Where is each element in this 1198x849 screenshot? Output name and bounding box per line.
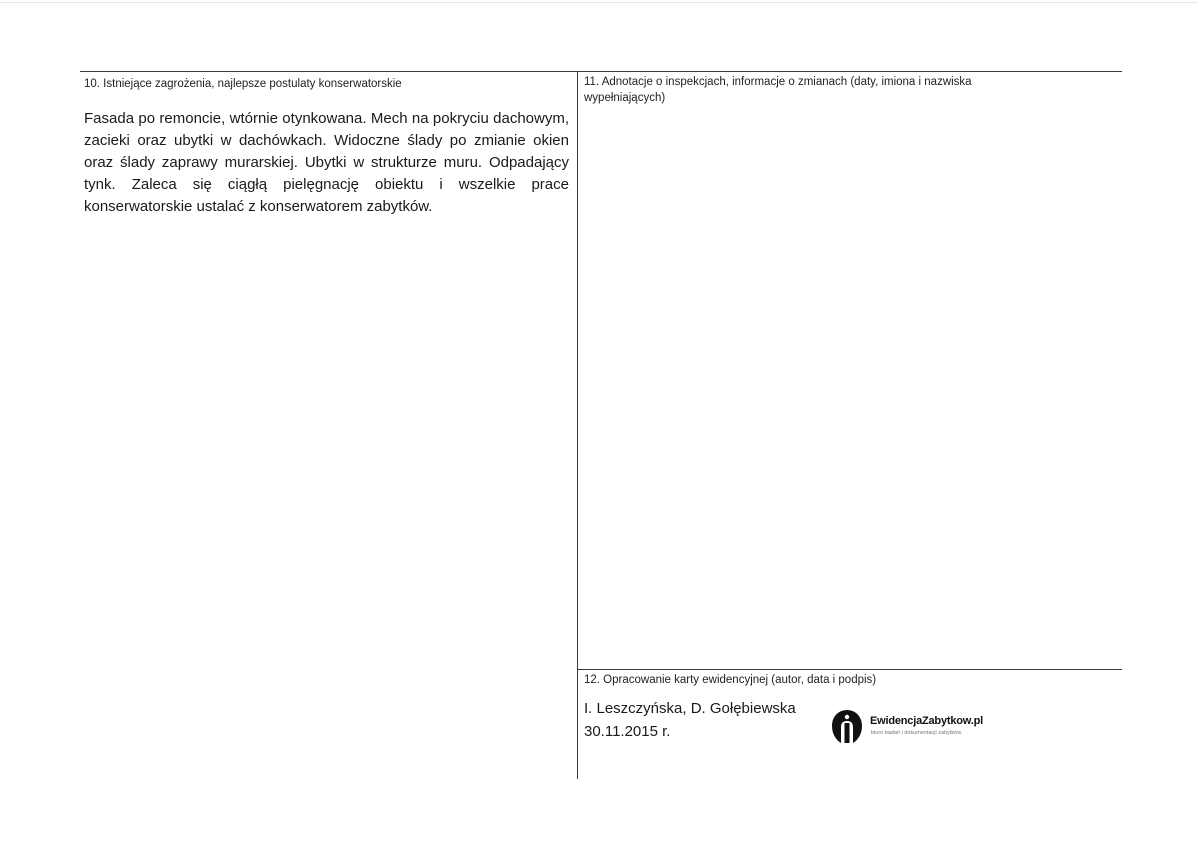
section-12-date: 30.11.2015 r. [584, 723, 671, 740]
section-11-label: 11. Adnotacje o inspekcjach, informacje o zmianach (daty, imiona i nazwiska wypełniających) [584, 76, 972, 104]
table-top-rule [80, 71, 1122, 72]
column-divider [577, 71, 578, 779]
page-top-edge [0, 2, 1198, 3]
company-logo [830, 709, 1000, 749]
section-10-label: 10. Istniejące zagrożenia, najlepsze postulaty konserwatorskie [84, 78, 402, 90]
logo-name: EwidencjaZabytkow.pl [870, 715, 983, 727]
section-12-author: I. Leszczyńska, D. Gołębiewska [584, 700, 796, 717]
section-10-text: Fasada po remoncie, wtórnie otynkowana. Mech na pokryciu dachowym, zacieki oraz ubytki w dachówkach. Widoczne ślady po zmianie okien oraz ślady zaprawy murarskiej. Ubytki w strukturze muru. Odpadający tynk. Zaleca się ciągłą pielęgnację obiektu i wszelkie prace konserwatorskie ustalać z konserwatorem zabytków. [84, 110, 569, 215]
section-12-label: 12. Opracowanie karty ewidencyjnej (autor, data i podpis) [584, 674, 877, 686]
logo-tagline: biuro badań i dokumentacji zabytków [871, 730, 962, 736]
section-12-rule [577, 669, 1122, 670]
logo-mark-icon [830, 709, 864, 745]
